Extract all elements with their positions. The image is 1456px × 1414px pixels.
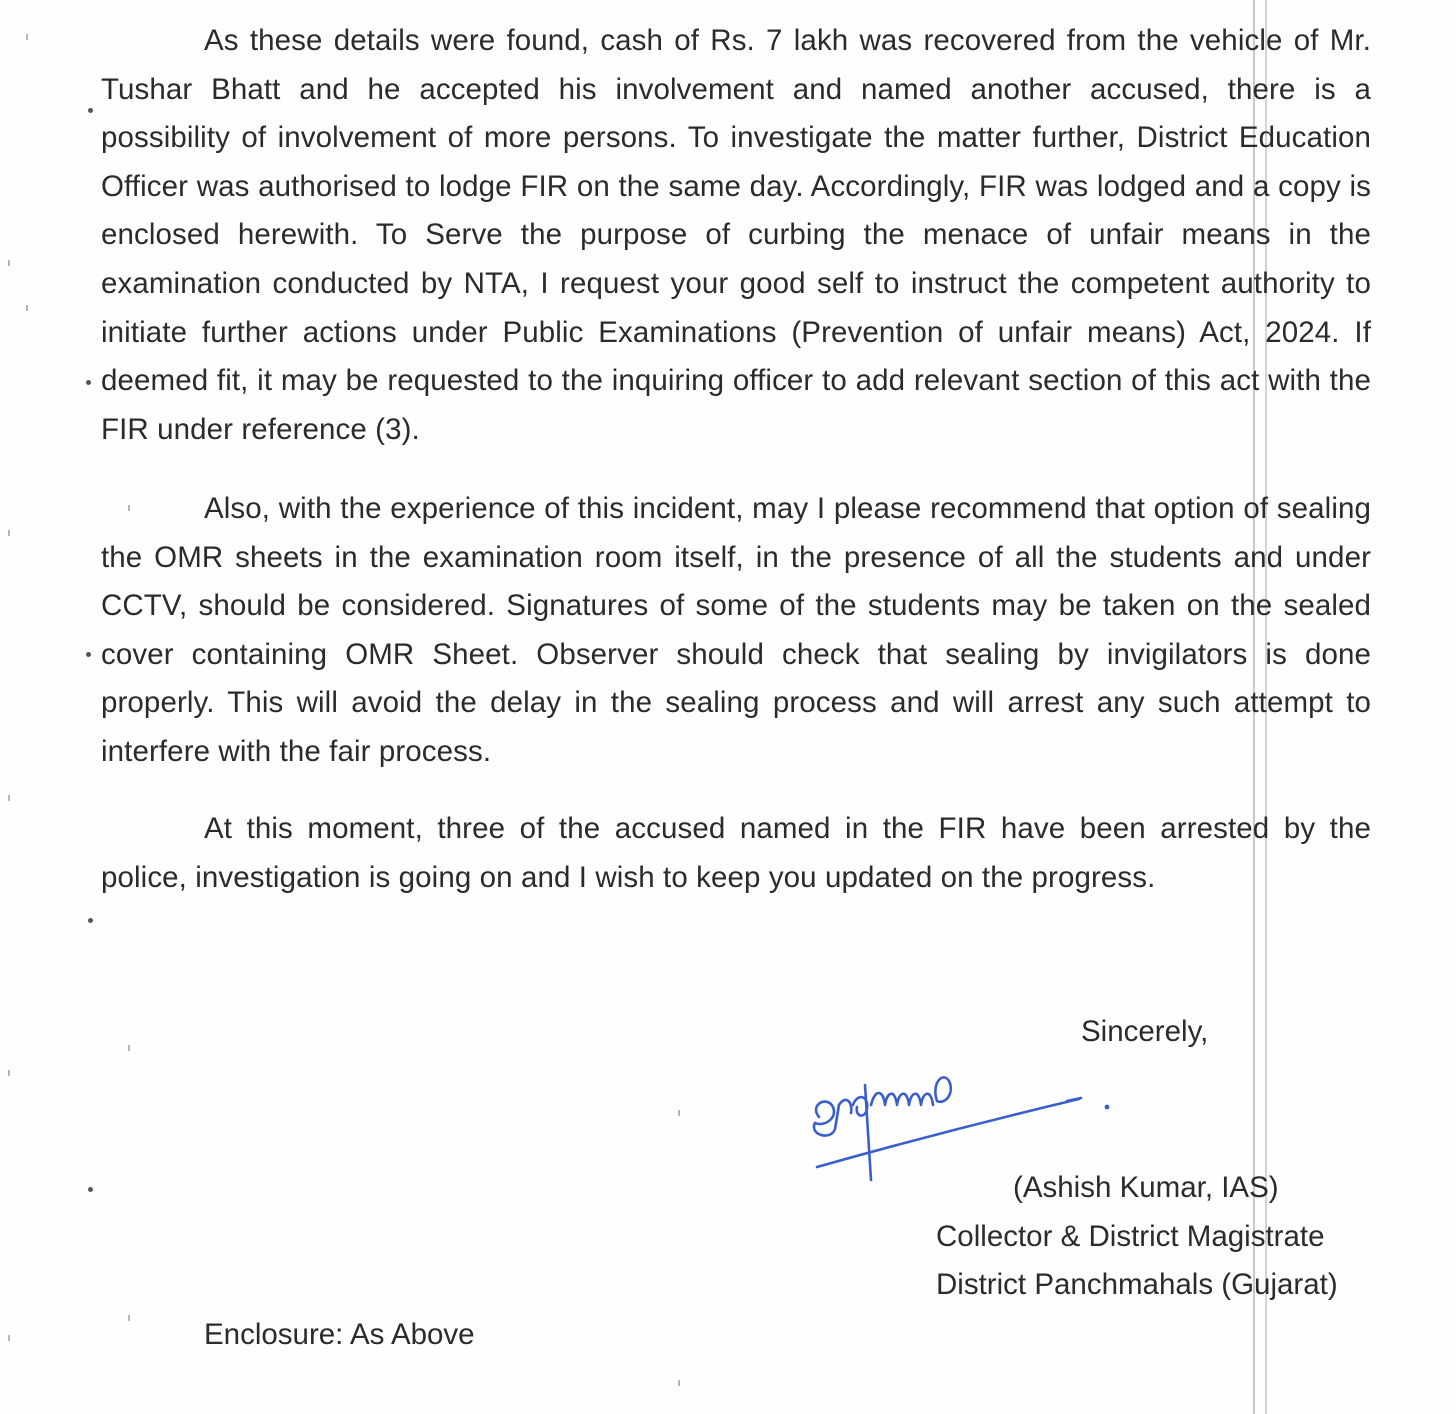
signer-title: Collector & District Magistrate	[936, 1220, 1325, 1253]
enclosure-note: Enclosure: As Above	[204, 1318, 475, 1351]
paragraph-text: As these details were found, cash of Rs. 7 lakh was recovered from the vehicle of Mr. Tushar Bhatt and he accepted his involvement and named another accused, there is a possibility of involvement of more persons. To investigate the matter further, District Education Officer was authorised to lodge FIR on the same day. Accordingly, FIR was lodged and a copy is enclosed herewith. To Serve the purpose of curbing the menace of unfair means in the examination conducted by NTA, I request your good self to instruct the competent authority to initiate further actions under Public Examinations (Prevention of unfair means) Act, 2024. If deemed fit, it may be requested to the inquiring officer to add relevant section of this act with the FIR under reference (3).	[101, 24, 1371, 446]
scan-speck	[678, 1380, 680, 1386]
scan-speck	[86, 652, 91, 657]
scan-speck	[678, 1110, 680, 1116]
body-paragraph-1	[101, 17, 1371, 454]
scan-speck	[8, 1335, 10, 1341]
paragraph-text: Also, with the experience of this incident, may I please recommend that option of sealing the OMR sheets in the examination room itself, in the presence of all the students and under CCTV, should be considered. Signatures of some of the students may be taken on the sealed cover containing OMR Sheet. Observer should check that sealing by invigilators is done properly. This will avoid the delay in the sealing process and will arrest any such attempt to interfere with the fair process.	[101, 492, 1371, 768]
scan-speck	[88, 108, 93, 113]
scan-speck	[8, 530, 10, 536]
scan-speck	[128, 1315, 130, 1321]
signer-name: (Ashish Kumar, IAS)	[1013, 1171, 1279, 1204]
scan-speck	[8, 260, 10, 266]
scan-speck	[128, 1045, 130, 1051]
scan-speck	[8, 795, 10, 801]
paragraph-text: At this moment, three of the accused named in the FIR have been arrested by the police, investigation is going on and I wish to keep you updated on the progress.	[101, 812, 1371, 894]
scan-speck	[88, 918, 93, 923]
closing-salutation: Sincerely,	[1081, 1015, 1209, 1048]
signer-district: District Panchmahals (Gujarat)	[936, 1268, 1338, 1301]
scan-speck	[26, 305, 28, 311]
scan-speck	[86, 380, 91, 385]
scan-speck	[26, 34, 28, 40]
body-paragraph-3	[101, 805, 1371, 902]
scan-speck	[88, 1187, 93, 1192]
scan-speck	[8, 1070, 10, 1076]
body-paragraph-2	[101, 485, 1371, 777]
